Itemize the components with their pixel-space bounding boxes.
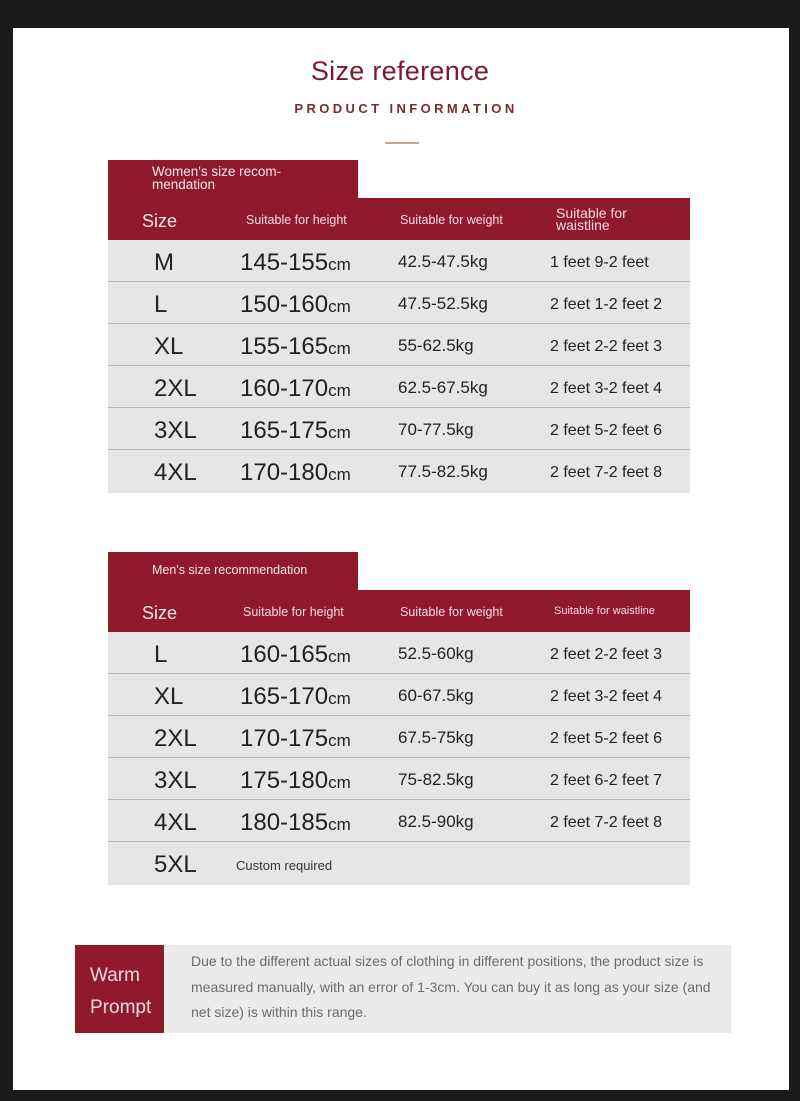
weight-cell: 62.5-67.5kg xyxy=(398,378,488,397)
weight-cell: 75-82.5kg xyxy=(398,770,474,789)
table-row-custom xyxy=(108,842,690,885)
table-row xyxy=(108,716,690,759)
size-cell: 2XL xyxy=(154,725,197,752)
women-header-size: Size xyxy=(142,211,178,231)
table-row xyxy=(108,758,690,801)
height-cell: 175-180cm xyxy=(240,767,351,794)
height-cell: 180-185cm xyxy=(240,809,351,836)
weight-cell: 42.5-47.5kg xyxy=(398,252,488,271)
custom-note: Custom required xyxy=(236,858,333,873)
waist-cell: 2 feet 1-2 feet 2 xyxy=(550,296,663,313)
page-title: Size reference xyxy=(310,56,490,86)
height-cell: 160-170cm xyxy=(240,375,351,402)
women-header-waist-line2: waistline xyxy=(556,217,610,233)
height-cell: 170-180cm xyxy=(240,459,351,486)
size-cell: M xyxy=(154,249,174,276)
size-cell: L xyxy=(154,291,168,318)
waist-cell: 2 feet 5-2 feet 6 xyxy=(550,422,663,439)
size-cell: 4XL xyxy=(154,459,197,486)
waist-cell: 2 feet 5-2 feet 6 xyxy=(550,730,663,747)
table-row xyxy=(108,366,690,409)
waist-cell: 2 feet 2-2 feet 3 xyxy=(550,646,663,663)
size-cell: L xyxy=(154,641,168,668)
weight-cell: 77.5-82.5kg xyxy=(398,462,488,481)
waist-cell: 2 feet 3-2 feet 4 xyxy=(550,380,663,397)
table-row xyxy=(108,324,690,367)
size-cell: XL xyxy=(154,333,184,360)
waist-cell: 2 feet 2-2 feet 3 xyxy=(550,338,663,355)
weight-cell: 70-77.5kg xyxy=(398,420,474,439)
waist-cell: 1 feet 9-2 feet xyxy=(550,254,649,271)
weight-cell: 47.5-52.5kg xyxy=(398,294,488,313)
men-header-height: Suitable for height xyxy=(243,605,344,619)
size-cell: 3XL xyxy=(154,417,197,444)
warm-tag-line1: Warm xyxy=(90,965,140,986)
height-cell: 145-155cm xyxy=(240,249,351,276)
title-divider xyxy=(385,142,419,144)
women-header-weight: Suitable for weight xyxy=(400,213,503,227)
table-row xyxy=(108,450,690,493)
weight-cell: 60-67.5kg xyxy=(398,686,474,705)
men-header-waist: Suitable for waistline xyxy=(554,605,655,617)
women-header-waist xyxy=(556,207,656,231)
height-cell: 165-175cm xyxy=(240,417,351,444)
weight-cell: 52.5-60kg xyxy=(398,644,474,663)
waist-cell: 2 feet 7-2 feet 8 xyxy=(550,464,663,481)
size-cell: 5XL xyxy=(154,851,197,878)
height-cell: 160-165cm xyxy=(240,641,351,668)
waist-cell: 2 feet 7-2 feet 8 xyxy=(550,814,663,831)
men-size-table xyxy=(108,552,690,884)
men-header-size: Size xyxy=(142,603,178,623)
women-tab-line2: mendation xyxy=(152,177,216,192)
men-section-tab: Men's size recommendation xyxy=(108,552,358,590)
weight-cell: 82.5-90kg xyxy=(398,812,474,831)
size-cell: XL xyxy=(154,683,184,710)
women-tab-line1: Women's size recom- xyxy=(152,164,282,179)
warm-prompt-tag xyxy=(75,945,164,1033)
weight-cell: 67.5-75kg xyxy=(398,728,474,747)
height-cell: 170-175cm xyxy=(240,725,351,752)
warm-tag-line2: Prompt xyxy=(90,997,152,1018)
table-row xyxy=(108,800,690,843)
height-cell: 165-170cm xyxy=(240,683,351,710)
waist-cell: 2 feet 6-2 feet 7 xyxy=(550,772,663,789)
table-row xyxy=(108,240,690,283)
table-row xyxy=(108,632,690,675)
women-header-waist-line1: Suitable for xyxy=(556,205,627,221)
waist-cell: 2 feet 3-2 feet 4 xyxy=(550,688,663,705)
size-cell: 3XL xyxy=(154,767,197,794)
women-section-tab xyxy=(108,160,358,198)
size-cell: 4XL xyxy=(154,809,197,836)
women-size-table xyxy=(108,160,690,492)
table-row xyxy=(108,408,690,451)
height-cell: 155-165cm xyxy=(240,333,351,360)
weight-cell: 55-62.5kg xyxy=(398,336,474,355)
page-subtitle: PRODUCT INFORMATION xyxy=(294,101,518,116)
warm-prompt-box xyxy=(75,945,731,1033)
women-header-height: Suitable for height xyxy=(246,213,347,227)
men-header-row xyxy=(108,590,690,632)
size-cell: 2XL xyxy=(154,375,197,402)
men-header-weight: Suitable for weight xyxy=(400,605,503,619)
table-row xyxy=(108,282,690,325)
warm-prompt-text: Due to the different actual sizes of clothing in different positions, the product size is measured manually, with an error of 1-3cm. You can buy it as long as your size (and net size) is within this range. xyxy=(191,953,711,1020)
table-row xyxy=(108,674,690,717)
women-header-row xyxy=(108,198,690,240)
height-cell: 150-160cm xyxy=(240,291,351,318)
